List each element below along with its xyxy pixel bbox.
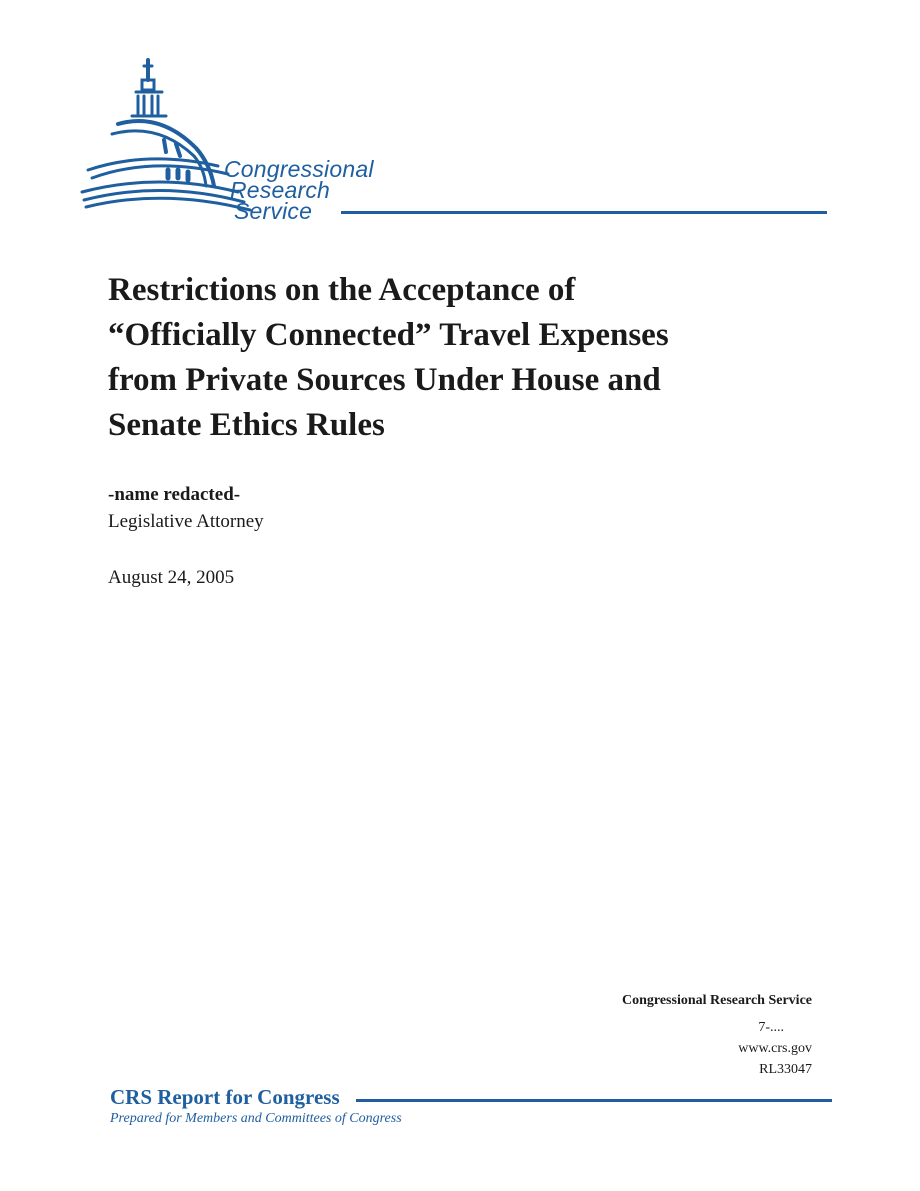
title-line: Restrictions on the Acceptance of bbox=[108, 272, 576, 308]
author-name: -name redacted- bbox=[108, 484, 241, 505]
crs-logo bbox=[78, 52, 838, 227]
capitol-dome-icon bbox=[78, 52, 838, 227]
author-role: Legislative Attorney bbox=[108, 511, 264, 532]
logo-text-service: Service bbox=[234, 198, 313, 224]
report-date: August 24, 2005 bbox=[108, 567, 235, 588]
crs-info-block bbox=[622, 990, 812, 1080]
footer-subtitle: Prepared for Members and Committees of Congress bbox=[110, 1111, 402, 1126]
footer-rule bbox=[356, 1099, 832, 1102]
crs-number: 7-.... bbox=[758, 1020, 784, 1035]
title-line: Senate Ethics Rules bbox=[108, 407, 385, 443]
title-line: from Private Sources Under House and bbox=[108, 362, 661, 398]
logo-text-congressional: Congressional bbox=[224, 156, 374, 182]
logo-text-research: Research bbox=[230, 177, 331, 203]
report-title bbox=[108, 268, 808, 448]
footer-title: CRS Report for Congress bbox=[110, 1085, 340, 1109]
logo-rule bbox=[341, 211, 827, 214]
report-id: RL33047 bbox=[759, 1062, 812, 1077]
crs-website[interactable]: www.crs.gov bbox=[738, 1041, 812, 1056]
title-line: “Officially Connected” Travel Expenses bbox=[108, 317, 669, 353]
crs-org-name: Congressional Research Service bbox=[621, 993, 812, 1008]
